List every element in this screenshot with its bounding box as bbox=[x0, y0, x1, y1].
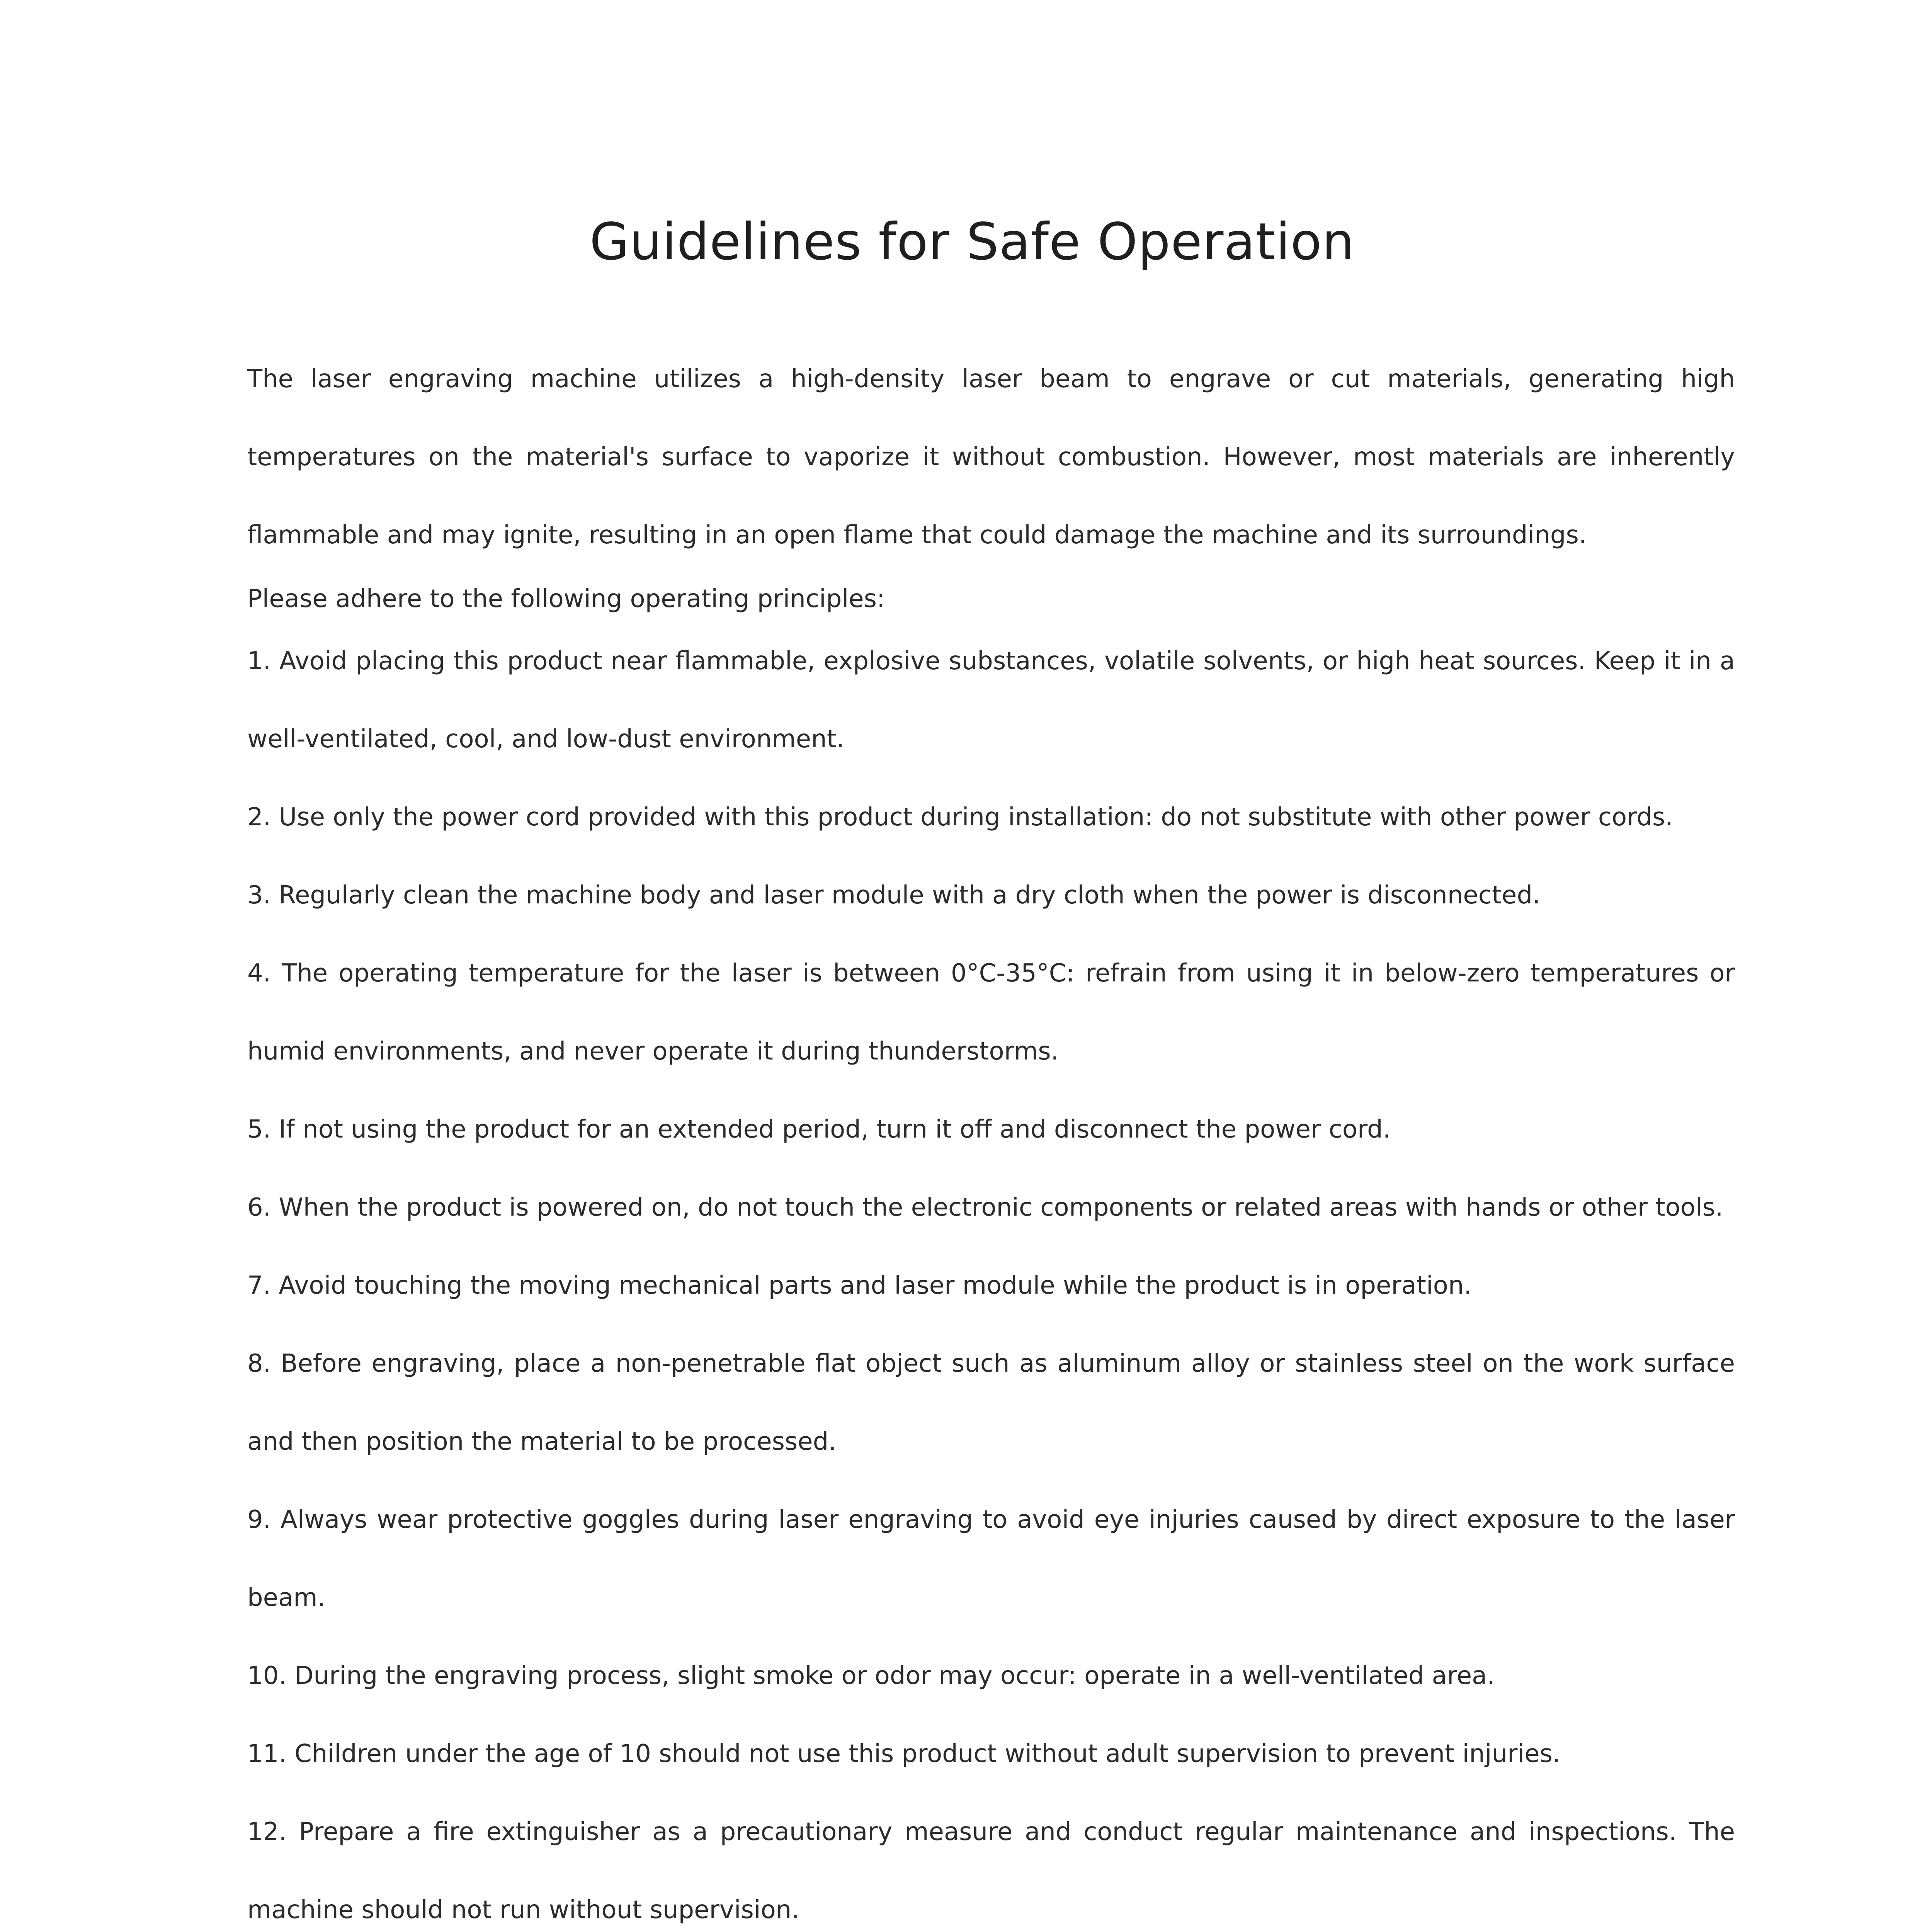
guideline-item-5: 5. If not using the product for an extended period, turn it off and disconnect the power cord. bbox=[247, 1115, 1391, 1144]
intro-principles: Please adhere to the following operating principles: bbox=[247, 585, 885, 613]
document-body bbox=[247, 340, 1735, 1932]
guideline-item-4: 4. The operating temperature for the laser is between 0°C-35°C: refrain from using it in below-zero temperatures or humid environments, and never operate it during thunderstorms. bbox=[247, 959, 1735, 1066]
guideline-item-8: 8. Before engraving, place a non-penetrable flat object such as aluminum alloy or stainless steel on the work surface and then position the material to be processed. bbox=[247, 1349, 1735, 1456]
guideline-item-2: 2. Use only the power cord provided with this product during installation: do not substitute with other power cords. bbox=[247, 803, 1673, 832]
guideline-item-10: 10. During the engraving process, slight smoke or odor may occur: operate in a well-ventilated area. bbox=[247, 1662, 1495, 1690]
guideline-list bbox=[247, 622, 1735, 1932]
guideline-item-11: 11. Children under the age of 10 should not use this product without adult supervision to prevent injuries. bbox=[247, 1740, 1561, 1768]
page-title: Guidelines for Safe Operation bbox=[589, 212, 1355, 272]
guideline-item-1: 1. Avoid placing this product near flammable, explosive substances, volatile solvents, or high heat sources. Keep it in a well-ventilated, cool, and low-dust environment. bbox=[247, 647, 1735, 753]
intro-paragraph: The laser engraving machine utilizes a high-density laser beam to engrave or cut materials, generating high temperatures on the material's surface to vaporize it without combustion. However, most materials are inherently flammable and may ignite, resulting in an open flame that could damage the machine and its surroundings. bbox=[247, 365, 1735, 549]
guideline-item-3: 3. Regularly clean the machine body and laser module with a dry cloth when the power is disconnected. bbox=[247, 881, 1541, 910]
guideline-item-9: 9. Always wear protective goggles during laser engraving to avoid eye injuries caused by direct exposure to the laser beam. bbox=[247, 1505, 1735, 1612]
guideline-item-7: 7. Avoid touching the moving mechanical parts and laser module while the product is in operation. bbox=[247, 1271, 1472, 1300]
guideline-item-6: 6. When the product is powered on, do not touch the electronic components or related areas with hands or other tools. bbox=[247, 1193, 1723, 1222]
guideline-item-12: 12. Prepare a fire extinguisher as a precautionary measure and conduct regular maintenance and inspections. The machine should not run without supervision. bbox=[247, 1818, 1735, 1924]
